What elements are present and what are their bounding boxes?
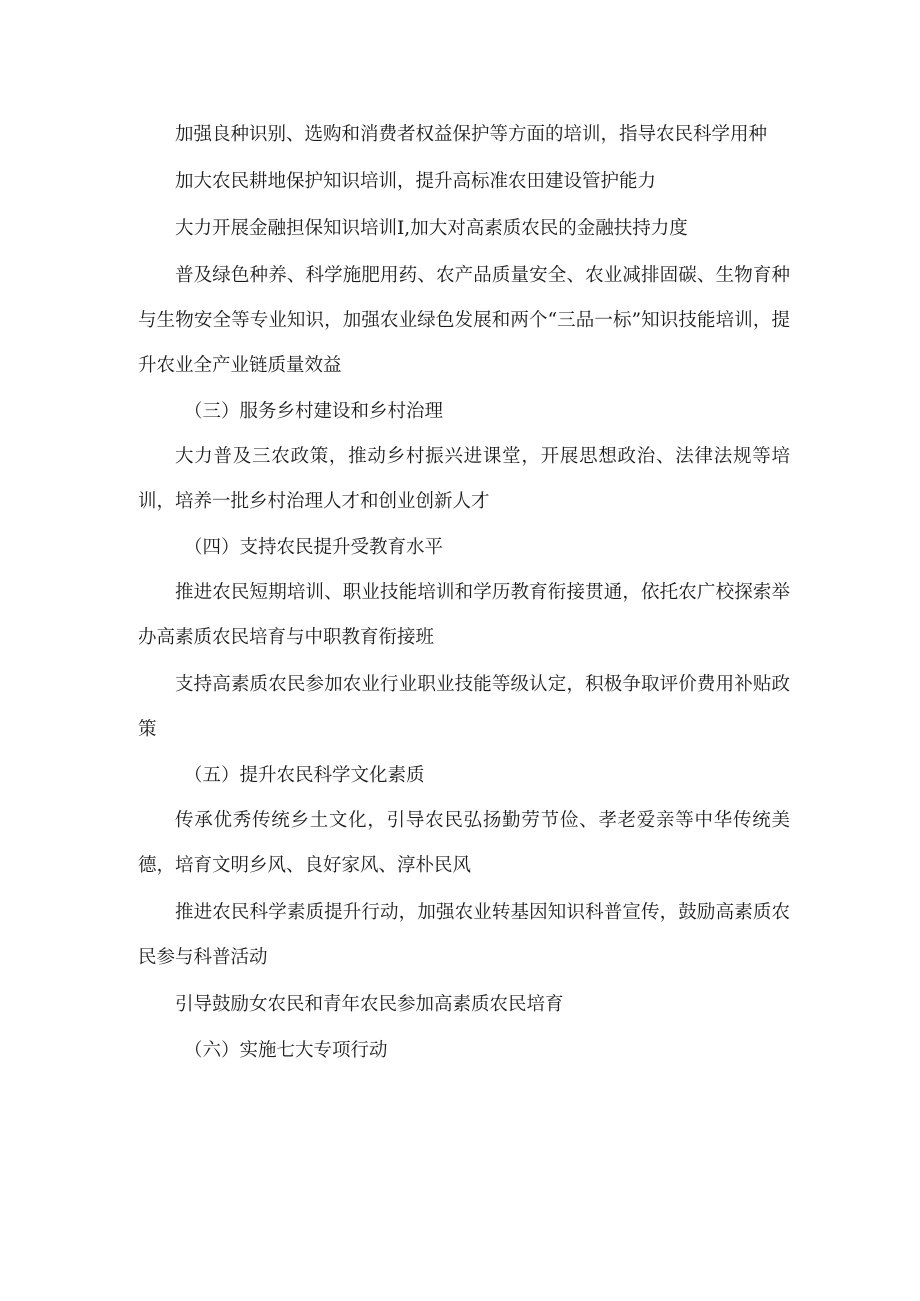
paragraph: 加大农民耕地保护知识培训，提升高标准农田建设管护能力 — [175, 171, 657, 192]
document-body — [138, 112, 790, 1073]
paragraph: 普及绿色种养、科学施肥用药、农产品质量安全、农业减排固碳、生物育种与生物安全等专业知识，加强农业绿色发展和两个“三品一标”知识技能培训，提升农业全产业链质量效益 — [138, 265, 790, 376]
section-heading: （五）提升农民科学文化素质 — [184, 765, 425, 786]
paragraph: 支持高素质农民参加农业行业职业技能等级认定，积极争取评价费用补贴政策 — [138, 674, 790, 740]
paragraph: 大力普及三农政策，推动乡村振兴进课堂，开展思想政治、法律法规等培训，培养一批乡村治理人才和创业创新人才 — [138, 446, 790, 512]
paragraph: 推进农民短期培训、职业技能培训和学历教育衔接贯通，依托农广校探索举办高素质农民培育与中职教育衔接班 — [138, 582, 790, 648]
paragraph: 引导鼓励女农民和青年农民参加高素质农民培育 — [175, 994, 564, 1015]
section-heading: （三）服务乡村建设和乡村治理 — [184, 401, 444, 422]
section-heading: （六）实施七大专项行动 — [184, 1040, 388, 1061]
paragraph: 传承优秀传统乡土文化，引导农民弘扬勤劳节俭、孝老爱亲等中华传统美德，培育文明乡风、良好家风、淳朴民风 — [138, 810, 790, 876]
paragraph: 大力开展金融担保知识培训I,加大对高素质农民的金融扶持力度 — [175, 218, 688, 239]
paragraph: 推进农民科学素质提升行动，加强农业转基因知识科普宣传，鼓励高素质农民参与科普活动 — [138, 902, 790, 968]
paragraph: 加强良种识别、选购和消费者权益保护等方面的培训，指导农民科学用种 — [175, 124, 768, 145]
section-heading: （四）支持农民提升受教育水平 — [184, 537, 444, 558]
